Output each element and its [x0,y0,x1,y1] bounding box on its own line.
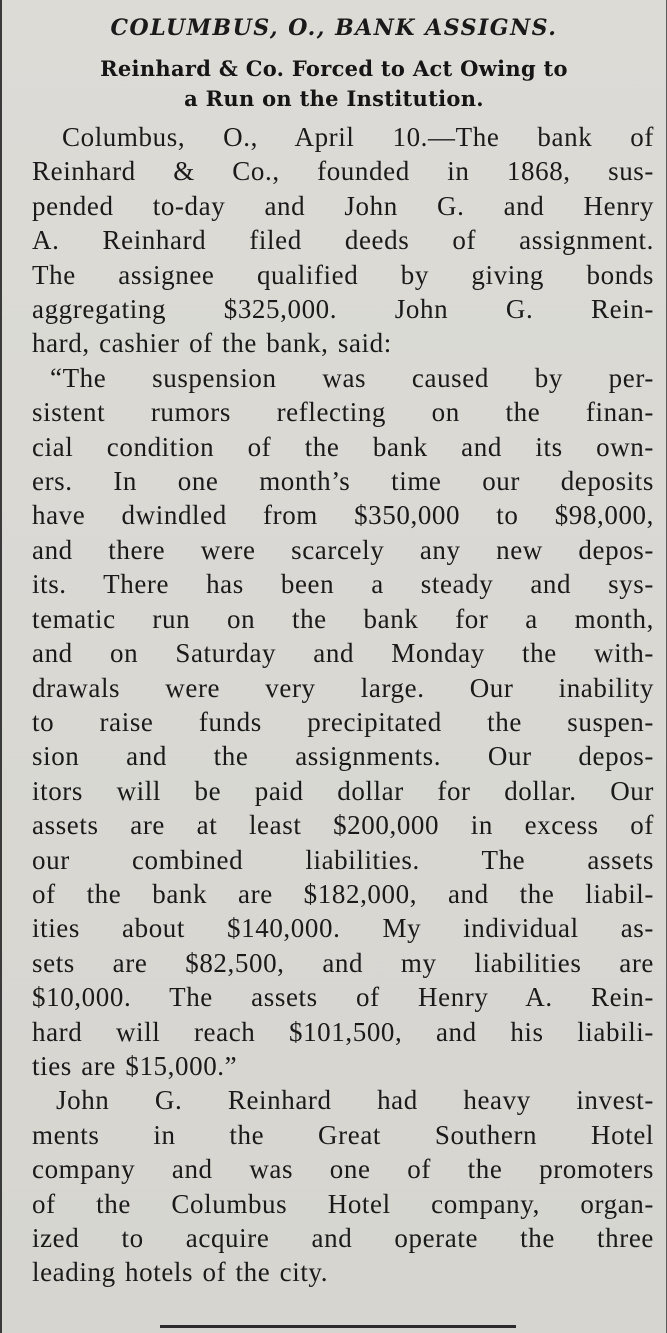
text-line: The assignee qualified by giving bonds [32,259,654,290]
text-line: hard, cashier of the bank, said: [32,328,392,359]
text-line: of the Columbus Hotel company, organ- [32,1188,654,1219]
text-line: “The suspension was caused by per- [50,362,654,393]
text-line: to raise funds precipitated the suspen- [32,706,654,737]
text-line: our combined liabilities. The assets [32,844,654,875]
text-line: and on Saturday and Monday the with- [32,638,654,669]
text-line: leading hotels of the city. [32,1257,329,1288]
text-line: of the bank are $182,000, and the liabil- [32,878,654,909]
text-line: assets are at least $200,000 in excess of [32,810,654,841]
text-line: sion and the assignments. Our depos- [32,741,654,772]
text-line: cial condition of the bank and its own- [32,431,654,462]
paragraph-1 [2,120,666,361]
text-line: drawals were very large. Our inability [32,672,654,703]
text-line: Columbus, O., April 10.—The bank of [62,122,654,152]
subhead-line-2: a Run on the Institution. [184,86,484,111]
text-line: sistent rumors reflecting on the finan- [32,397,654,428]
text-line: sets are $82,500, and my liabilities are [32,947,654,978]
text-line: its. There has been a steady and sys- [32,569,654,600]
text-line: ized to acquire and operate the three [32,1223,654,1253]
text-line: A. Reinhard filed deeds of assignment. [32,225,654,256]
article-subhead [16,54,652,114]
text-line: itors will be paid dollar for dollar. Our [32,775,654,806]
text-line: pended to-day and John G. and Henry [32,190,654,221]
text-line: Reinhard & Co., founded in 1868, sus- [32,156,654,187]
text-line: tematic run on the bank for a month, [32,603,654,634]
text-line: and there were scarcely any new depos- [32,534,654,565]
paragraph-3 [2,1083,666,1289]
text-line: hard will reach $101,500, and his liabili- [32,1016,654,1047]
text-line: ments in the Great Southern Hotel [32,1119,654,1150]
text-line: John G. Reinhard had heavy invest- [56,1085,654,1116]
article-headline: COLUMBUS, O., BANK ASSIGNS. [110,15,558,41]
column-end-rule [160,1325,516,1328]
subhead-line-1: Reinhard & Co. Forced to Act Owing to [100,56,568,81]
paragraph-2-quote [2,361,666,1084]
text-line: aggregating $325,000. John G. Rein- [32,294,654,325]
text-line: ties are $15,000.” [32,1050,238,1081]
text-line: company and was one of the promoters [32,1154,654,1185]
text-line: $10,000. The assets of Henry A. Rein- [32,982,654,1013]
text-line: ities about $140,000. My individual as- [32,913,654,944]
text-line: ers. In one month’s time our deposits [32,466,654,497]
text-line: have dwindled from $350,000 to $98,000, [32,500,654,531]
